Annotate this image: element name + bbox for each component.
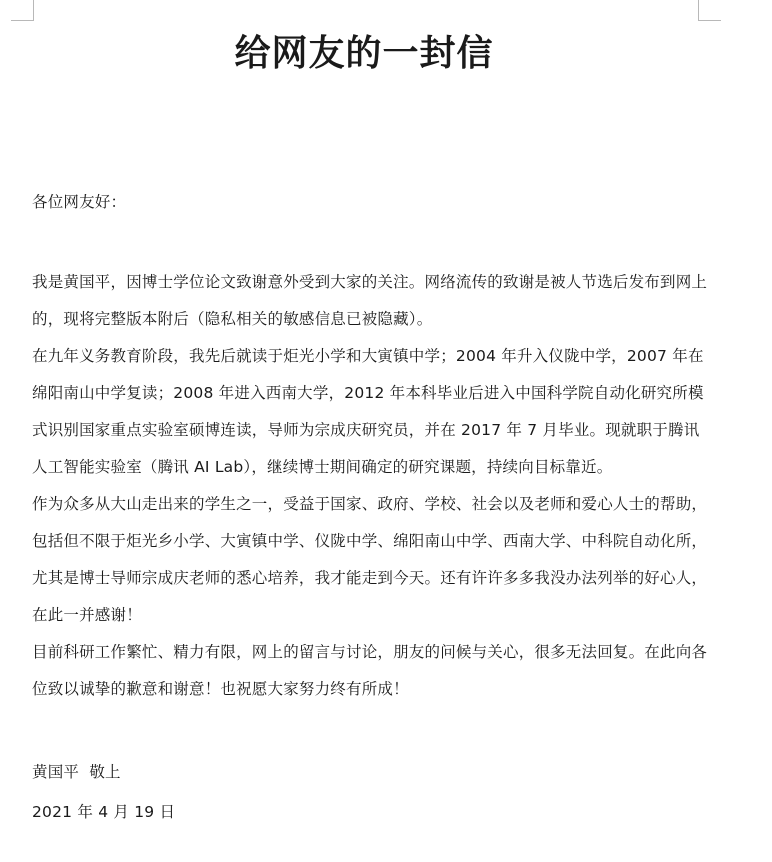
date: 2021 年 4 月 19 日	[32, 803, 176, 821]
paragraph: 作为众多从大山走出来的学生之一，受益于国家、政府、学校、社会以及老师和爱心人士的帮助，包括但不限于炬光乡小学、大寅镇中学、仪陇中学、绵阳南山中学、西南大学、中科院自动化所，尤其是博士导师宗成庆老师的悉心培养，我才能走到今天。还有许许多多我没办法列举的好心人，在此一并感谢！	[32, 495, 708, 624]
paragraph: 我是黄国平，因博士学位论文致谢意外受到大家的关注。网络流传的致谢是被人节选后发布到网上的，现将完整版本附后（隐私相关的敏感信息已被隐藏）。	[32, 273, 708, 328]
greeting: 各位网友好：	[32, 193, 127, 211]
page-corner-mark-top-left	[11, 0, 34, 21]
signature: 黄国平 敬上	[32, 763, 121, 781]
page-corner-mark-top-right	[698, 0, 721, 21]
paragraph: 在九年义务教育阶段，我先后就读于炬光小学和大寅镇中学；2004 年升入仪陇中学，2007 年在绵阳南山中学复读；2008 年进入西南大学，2012 年本科毕业后进入中国科学院自动化研究所模式识别国家重点实验室硕博连读，导师为宗成庆研究员，并在 2017 年 7 月毕业。现就职于腾讯人工智能实验室（腾讯 AI Lab），继续博士期间确定的研究课题，持续向目标靠近。	[32, 347, 704, 476]
letter-body	[32, 264, 708, 708]
page-title: 给网友的一封信	[234, 33, 494, 74]
paragraph: 目前科研工作繁忙、精力有限，网上的留言与讨论，朋友的问候与关心，很多无法回复。在此向各位致以诚挚的歉意和谢意！也祝愿大家努力终有所成！	[32, 643, 708, 698]
